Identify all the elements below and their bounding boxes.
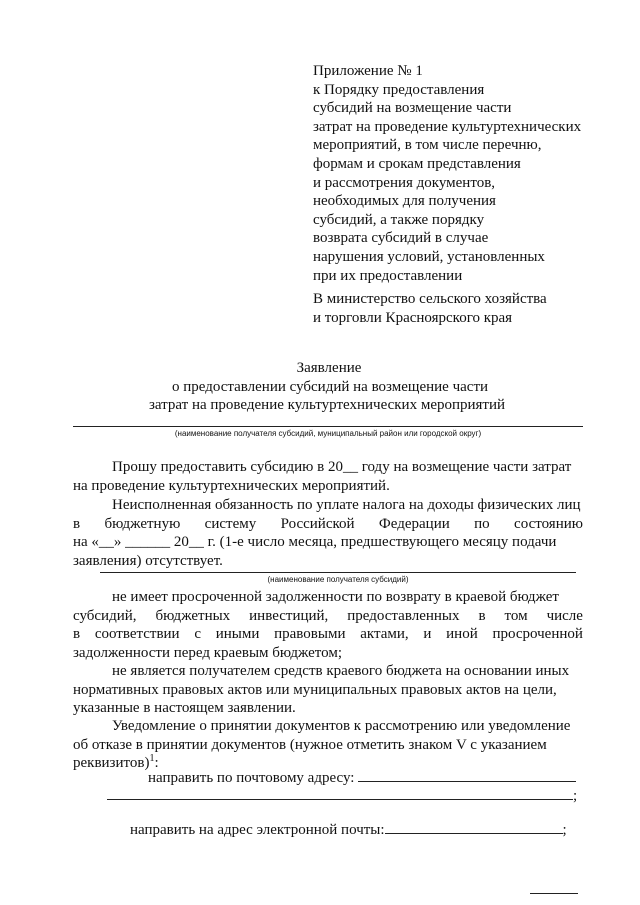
text-line: не имеет просроченной задолженности по возврату в краевой бюджет — [112, 589, 559, 605]
text-line: Уведомление о принятии документов к рассмотрению или уведомление — [112, 718, 571, 734]
no-debt-paragraph — [73, 588, 583, 662]
addressee-line: и торговли Красноярского края — [313, 310, 513, 326]
postal-address-field[interactable] — [358, 769, 576, 782]
postal-address-field-line2[interactable] — [107, 787, 573, 800]
title-line: о предоставлении субсидий на возмещение части — [171, 378, 489, 395]
text-line: заявления) отсутствует. — [73, 552, 223, 569]
title-line: Заявление — [296, 360, 362, 376]
word: состоянию — [514, 515, 583, 532]
word: Российской — [280, 515, 355, 532]
word: субсидий, — [73, 607, 137, 624]
notification-paragraph — [73, 717, 583, 773]
email-end: ; — [562, 822, 567, 838]
text-fragment: : — [154, 755, 159, 772]
recipient-name-caption: (наименование получателя субсидий) — [267, 575, 409, 584]
appendix-line: нарушения условий, установленных — [313, 248, 545, 265]
recipient-full-name-caption: (наименование получателя субсидий, муниципальный район или городской округ) — [174, 429, 482, 438]
recipient-full-name-field[interactable] — [73, 426, 583, 427]
text-line: на проведение культуртехнических мероприятий. — [73, 477, 390, 494]
word: актами, — [360, 626, 409, 643]
text-line: задолженности перед краевым бюджетом; — [73, 644, 343, 661]
word: в — [73, 626, 81, 643]
word: числе — [546, 607, 583, 624]
appendix-line: мероприятий, в том числе перечню, — [313, 137, 542, 154]
text-line: не является получателем средств краевого бюджета на основании иных — [112, 663, 570, 679]
addressee-line: В министерство сельского хозяйства — [313, 291, 547, 307]
word: с — [194, 626, 201, 643]
postal-address-end: ; — [573, 788, 578, 804]
word: в — [478, 607, 486, 624]
text-fragment: реквизитов) — [73, 755, 150, 772]
word: правовыми — [274, 626, 346, 643]
text-line: нормативных правовых актов или муниципальных правовых актов на цели, — [73, 681, 557, 698]
appendix-line: при их предоставлении — [313, 267, 463, 284]
text-line: Прошу предоставить субсидию в 20__ году на возмещение части затрат — [112, 459, 572, 475]
word: просроченной — [492, 626, 583, 643]
email-label: направить на адрес электронной почты: — [130, 822, 385, 838]
word: том — [504, 607, 528, 624]
appendix-line: формам и срокам представления — [313, 155, 521, 172]
word: и — [423, 626, 432, 643]
appendix-line: субсидий на возмещение части — [313, 100, 512, 117]
appendix-line: необходимых для получения — [313, 193, 496, 210]
text-line: об отказе в принятии документов (нужное отметить знаком V с указанием — [73, 736, 547, 753]
request-paragraph — [73, 458, 583, 495]
text-line-justified — [73, 607, 583, 626]
addressee-block — [313, 290, 613, 328]
word: иными — [215, 626, 260, 643]
word: соответствии — [94, 626, 180, 643]
word: по — [474, 515, 490, 532]
text-line: Неисполненная обязанность по уплате налога на доходы физических лиц — [112, 497, 581, 513]
postal-address-label: направить по почтовому адресу: — [148, 770, 355, 786]
tax-obligation-paragraph — [73, 496, 583, 570]
not-recipient-paragraph — [73, 662, 583, 718]
word: иной — [446, 626, 478, 643]
appendix-header — [313, 62, 613, 285]
appendix-line: Приложение № 1 — [313, 63, 423, 79]
document-title — [0, 359, 640, 415]
recipient-name-field[interactable] — [100, 572, 576, 573]
appendix-line: субсидий, а также порядку — [313, 211, 485, 228]
footnote-mark: 1 — [149, 753, 155, 765]
text-line: указанные в настоящем заявлении. — [73, 700, 296, 717]
word: бюджетную — [104, 515, 181, 532]
appendix-line: и рассмотрения документов, — [313, 174, 496, 191]
email-row — [130, 821, 567, 839]
word: инвестиций, — [249, 607, 329, 624]
email-field[interactable] — [385, 821, 563, 834]
footnote-separator — [530, 893, 578, 894]
text-line-justified — [73, 625, 583, 644]
postal-address-row-2 — [107, 787, 577, 805]
word: Федерации — [378, 515, 450, 532]
postal-address-row — [148, 769, 576, 787]
word: бюджетных — [155, 607, 231, 624]
word: предоставленных — [347, 607, 460, 624]
text-line-justified — [73, 515, 583, 534]
date-line[interactable]: на «__» ______ 20__ г. (1-е число месяца, предшествующего месяцу подачи — [73, 534, 557, 551]
title-line: затрат на проведение культуртехнических мероприятий — [148, 397, 506, 413]
appendix-line: возврата субсидий в случае — [313, 230, 489, 247]
word: в — [73, 515, 81, 532]
word: систему — [204, 515, 257, 532]
appendix-line: затрат на проведение культуртехнических — [313, 118, 582, 135]
appendix-line: к Порядку предоставления — [313, 81, 485, 98]
